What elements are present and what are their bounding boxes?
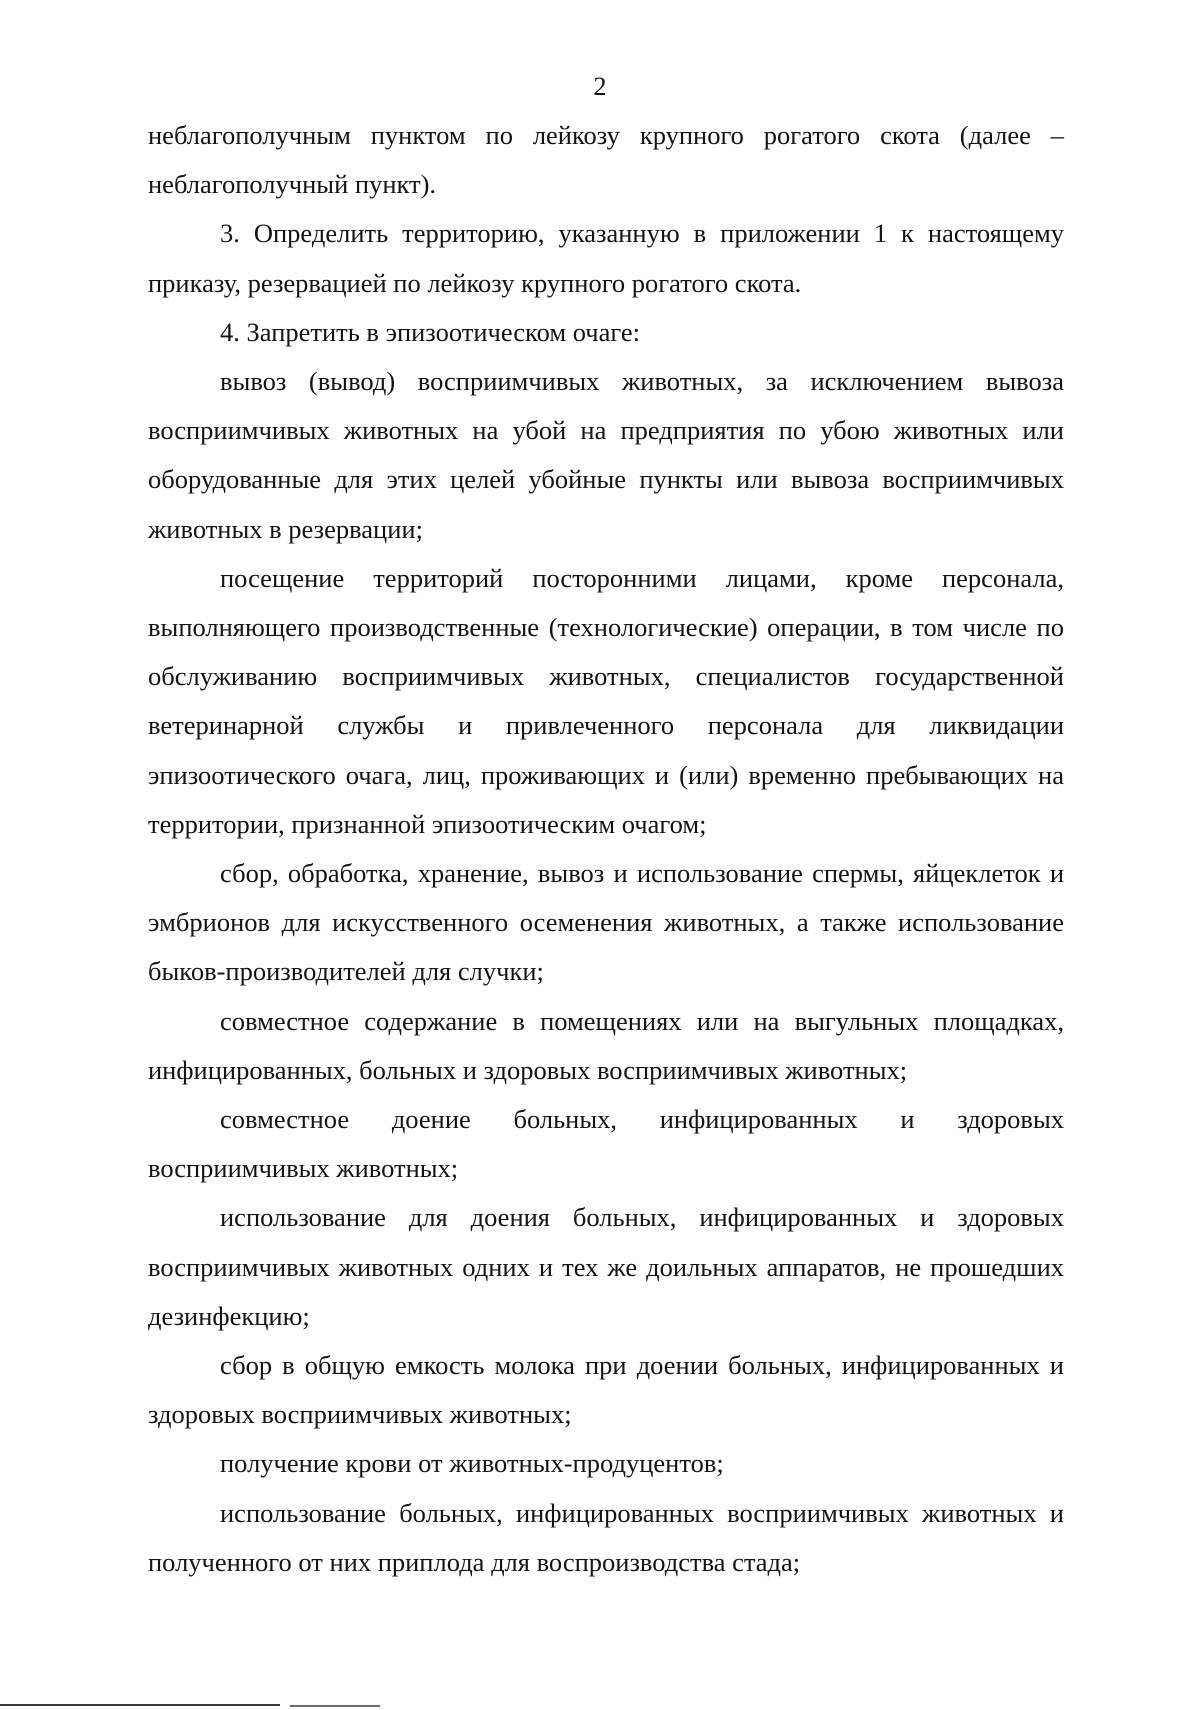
paragraph-prohibition-joint-keeping: совместное содержание в помещениях или на выгульных площадках, инфицированных, больных и здоровых восприимчивых животных; <box>148 1005 1064 1085</box>
paragraph-prohibition-visits: посещение территорий посторонними лицами, кроме персонала, выполняющего производственные (технологические) операции, в том числе по обслуживанию восприимчивых животных, специалистов государственной ветеринарной службы и привлеченного персонала для ликвидации эпизоотического очага, лиц, проживающих и (или) временно пребывающих на территории, признанной эпизоотическим очагом; <box>148 562 1064 839</box>
scan-edge-line <box>0 1704 280 1706</box>
paragraph-prohibition-milk-collection: сбор в общую емкость молока при доении больных, инфицированных и здоровых восприимчивых животных; <box>148 1350 1064 1430</box>
paragraph-item-3: 3. Определить территорию, указанную в приложении 1 к настоящему приказу, резервацией по лейкозу крупного рогатого скота. <box>148 218 1064 298</box>
paragraph-prohibition-joint-milking: совместное доение больных, инфицированных и здоровых восприимчивых животных; <box>148 1104 1064 1184</box>
scan-edge-line-short <box>290 1705 380 1707</box>
paragraph-prohibition-blood: получение крови от животных-продуцентов; <box>220 1448 724 1479</box>
paragraph-continuation: неблагополучным пунктом по лейкозу крупного рогатого скота (далее – неблагополучный пункт). <box>148 120 1064 200</box>
document-body <box>148 111 1064 1587</box>
page-number: 2 <box>593 72 607 101</box>
paragraph-prohibition-sperm: сбор, обработка, хранение, вывоз и использование спермы, яйцеклеток и эмбрионов для искусственного осеменения животных, а также использование быков-производителей для случки; <box>148 858 1064 987</box>
paragraph-prohibition-export: вывоз (вывод) восприимчивых животных, за исключением вывоза восприимчивых животных на убой на предприятия по убою животных или оборудованные для этих целей убойные пункты или вывоза восприимчивых животных в резервации; <box>148 366 1064 544</box>
paragraph-item-4: 4. Запретить в эпизоотическом очаге: <box>220 316 641 347</box>
paragraph-prohibition-milking-devices: использование для доения больных, инфицированных и здоровых восприимчивых животных одних и тех же доильных аппаратов, не прошедших дезинфекцию; <box>148 1202 1064 1331</box>
paragraph-prohibition-reproduction: использование больных, инфицированных восприимчивых животных и полученного от них приплода для воспроизводства стада; <box>148 1497 1064 1577</box>
